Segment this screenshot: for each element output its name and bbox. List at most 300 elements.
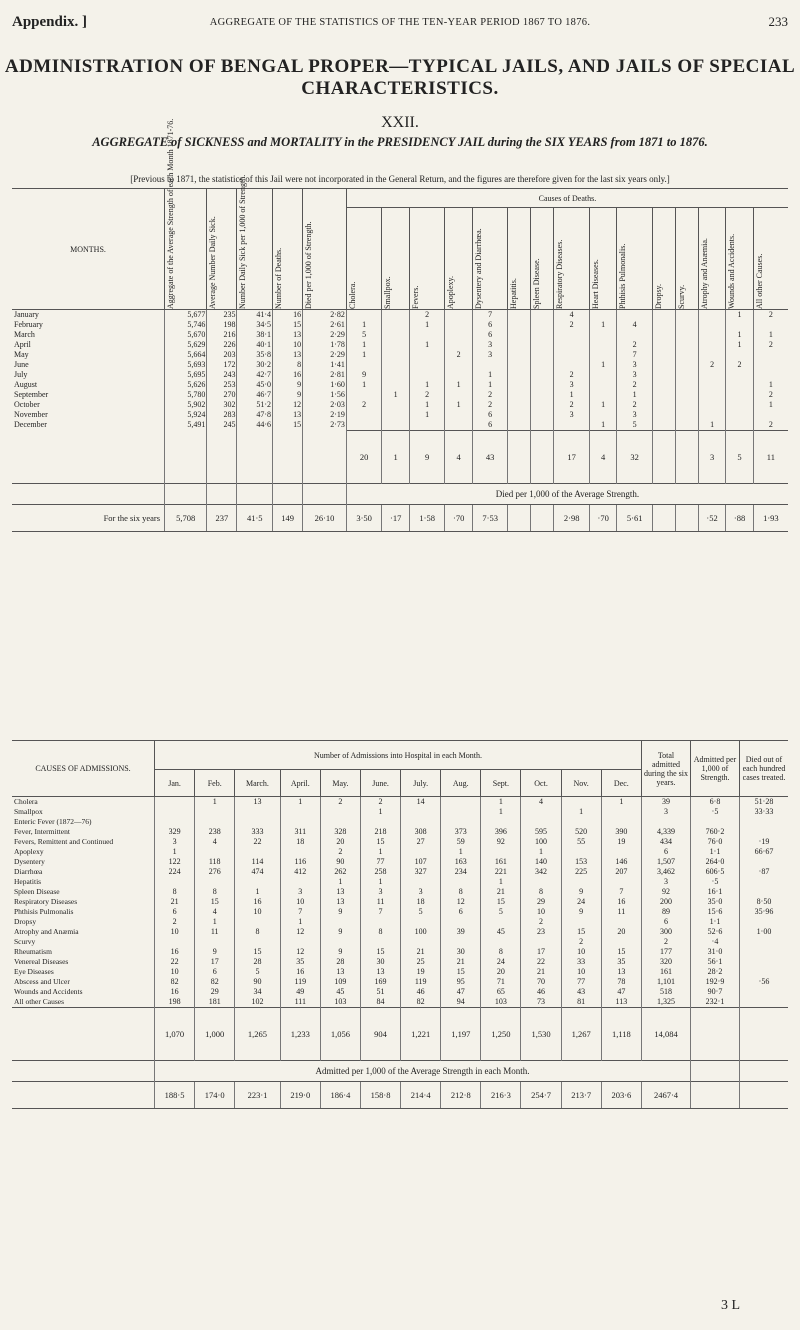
admission-value: 329 (155, 827, 195, 837)
page-title: ADMINISTRATION OF BENGAL PROPER—TYPICAL JAILS, AND JAILS OF SPECIAL CHARACTERISTICS. (4, 56, 796, 99)
month-value: 2·81 (303, 370, 347, 380)
admission-value (320, 937, 360, 947)
cause-count: 2 (554, 400, 590, 410)
month-header: Dec. (601, 770, 641, 797)
admission-value: 31·0 (691, 947, 740, 957)
causes-of-deaths-header: Causes of Deaths. (346, 189, 788, 208)
per-1000-value: 212·8 (441, 1082, 481, 1109)
admission-value: 56·1 (691, 957, 740, 967)
cause-count (409, 370, 445, 380)
cause-count (675, 330, 698, 340)
cause-count: 9 (346, 370, 382, 380)
admission-value: 1 (280, 797, 320, 808)
cause-count (652, 330, 675, 340)
cause-count (652, 410, 675, 420)
admission-value: 13 (320, 967, 360, 977)
admission-value (280, 877, 320, 887)
admission-value: 262 (320, 867, 360, 877)
cause-count: 2 (617, 380, 653, 390)
admission-value: 49 (280, 987, 320, 997)
cause-row (12, 827, 788, 837)
month-value: 42·7 (237, 370, 273, 380)
admission-value (740, 827, 789, 837)
admission-value: 15 (195, 897, 235, 907)
cause-count (652, 310, 675, 321)
cause-count (726, 420, 753, 431)
page-number: 233 (768, 14, 788, 29)
admission-value: 1 (195, 797, 235, 808)
cause-count (675, 380, 698, 390)
cause-count: 6 (472, 320, 508, 330)
per-1000-value: 213·7 (561, 1082, 601, 1109)
admission-value (360, 817, 400, 827)
cause-row (12, 797, 788, 808)
admission-value (521, 877, 561, 887)
cause-count (445, 340, 472, 350)
admission-value (401, 877, 441, 887)
admission-value: 30 (360, 957, 400, 967)
admission-value: 3 (642, 877, 691, 887)
admission-value: 21 (441, 957, 481, 967)
admission-value: 1 (280, 917, 320, 927)
month-value: 44·6 (237, 420, 273, 431)
cause-count (508, 340, 531, 350)
total-header: Total admitted during the six years. (642, 741, 691, 797)
cause-header: Apoplexy. (445, 208, 472, 310)
month-value: 5,677 (165, 310, 207, 321)
cause-count (382, 370, 409, 380)
cause-count (698, 310, 725, 321)
admission-value (280, 807, 320, 817)
admission-value: 6 (195, 967, 235, 977)
admission-value: 43 (561, 987, 601, 997)
cause-count: 3 (617, 410, 653, 420)
month-value: 38·1 (237, 330, 273, 340)
admission-value: 1,101 (642, 977, 691, 987)
cause-count: 7 (472, 310, 508, 321)
admission-value: 82 (401, 997, 441, 1008)
month-value: 34·5 (237, 320, 273, 330)
cause-count: 3 (617, 360, 653, 370)
cause-header: Fevers. (409, 208, 445, 310)
cause-count: 1 (726, 310, 753, 321)
admission-value (320, 807, 360, 817)
admission-value (401, 937, 441, 947)
cause-count (382, 320, 409, 330)
admission-value: 78 (601, 977, 641, 987)
admission-value: 1 (195, 917, 235, 927)
admission-value (360, 937, 400, 947)
admission-value: 1,507 (642, 857, 691, 867)
admission-value: 2 (360, 797, 400, 808)
admission-value: 9 (320, 907, 360, 917)
month-row (12, 310, 788, 321)
admission-value: 118 (195, 857, 235, 867)
admission-value (441, 817, 481, 827)
per-1000-value: 186·4 (320, 1082, 360, 1109)
admission-value: 73 (521, 997, 561, 1008)
admission-value: 200 (642, 897, 691, 907)
month-value: 12 (273, 400, 303, 410)
admission-value: 2 (320, 797, 360, 808)
admission-value (601, 917, 641, 927)
cause-count (508, 330, 531, 340)
cause-count (445, 310, 472, 321)
month-value: 243 (207, 370, 237, 380)
admission-value: 10 (561, 967, 601, 977)
admission-value (441, 807, 481, 817)
admission-value: 28·2 (691, 967, 740, 977)
month-value: 47·8 (237, 410, 273, 420)
cause-name: Apoplexy (14, 847, 44, 856)
month-value: 226 (207, 340, 237, 350)
admission-value (320, 917, 360, 927)
cause-row (12, 987, 788, 997)
admission-value: 8·50 (740, 897, 789, 907)
admissions-group-header: Number of Admissions into Hospital in each Month. (155, 741, 642, 770)
admission-value: 59 (441, 837, 481, 847)
admission-value (401, 807, 441, 817)
admission-value: 15 (360, 947, 400, 957)
cause-count (589, 350, 616, 360)
admission-value: 1 (155, 847, 195, 857)
cause-count (409, 350, 445, 360)
month-value: 216 (207, 330, 237, 340)
admission-value: 1 (481, 797, 521, 808)
six-years-cause-rate: 1·58 (409, 505, 445, 532)
admission-value: 258 (360, 867, 400, 877)
month-name: August (14, 380, 38, 389)
admission-value: 234 (441, 867, 481, 877)
admission-value (235, 877, 280, 887)
admission-value: 320 (642, 957, 691, 967)
cause-count: 6 (472, 410, 508, 420)
month-value: 5,695 (165, 370, 207, 380)
admission-value: 100 (521, 837, 561, 847)
admission-value: 13 (235, 797, 280, 808)
cause-count (675, 340, 698, 350)
six-years-value: 237 (207, 505, 237, 532)
cause-count (531, 390, 554, 400)
admission-value: 46 (521, 987, 561, 997)
cause-count (531, 330, 554, 340)
cause-name: Abscess and Ulcer (14, 977, 70, 986)
cause-header: Cholera. (346, 208, 382, 310)
cause-row (12, 837, 788, 847)
admission-value (155, 937, 195, 947)
admission-value: 161 (642, 967, 691, 977)
per-1000-value: 216·3 (481, 1082, 521, 1109)
month-value: 245 (207, 420, 237, 431)
per-1000-value: 158·8 (360, 1082, 400, 1109)
cause-count (617, 310, 653, 321)
cause-count: 4 (554, 310, 590, 321)
six-years-cause-rate: ·70 (445, 505, 472, 532)
cause-row (12, 817, 788, 827)
admission-value: 11 (195, 927, 235, 937)
cause-header: Dysentery and Diarrhœa. (472, 208, 508, 310)
cause-count: 2 (698, 360, 725, 370)
cause-count (346, 360, 382, 370)
cause-count (554, 420, 590, 431)
cause-count: 1 (698, 420, 725, 431)
cause-count (698, 410, 725, 420)
month-header: Feb. (195, 770, 235, 797)
admission-value: 17 (195, 957, 235, 967)
cause-count (589, 330, 616, 340)
admission-value: 1 (360, 847, 400, 857)
cause-count: 1 (409, 320, 445, 330)
month-value: 15 (273, 420, 303, 431)
cause-count: 1 (409, 410, 445, 420)
admission-value (601, 817, 641, 827)
month-name: November (14, 410, 48, 419)
cause-row (12, 907, 788, 917)
admission-value: 12 (280, 947, 320, 957)
cause-count: 1 (346, 340, 382, 350)
page-header (12, 14, 788, 38)
admission-value: 760·2 (691, 827, 740, 837)
cause-count (554, 360, 590, 370)
cause-count (698, 390, 725, 400)
admission-value: 3 (642, 807, 691, 817)
month-value: 270 (207, 390, 237, 400)
cause-count (508, 400, 531, 410)
cause-count (531, 340, 554, 350)
admission-value: 2 (642, 937, 691, 947)
admission-value: 52·6 (691, 927, 740, 937)
cause-total: 1 (382, 431, 409, 484)
cause-header: Smallpox. (382, 208, 409, 310)
month-value: 2·73 (303, 420, 347, 431)
admission-value: 6·8 (691, 797, 740, 808)
cause-count: 1 (753, 380, 788, 390)
month-value: 5,629 (165, 340, 207, 350)
cause-count (531, 420, 554, 431)
cause-name: Phthisis Pulmonalis (14, 907, 74, 916)
cause-count (726, 320, 753, 330)
month-value: 1·41 (303, 360, 347, 370)
admission-value: 8 (360, 927, 400, 937)
admission-value (360, 917, 400, 927)
cause-count (382, 420, 409, 431)
admission-value: 333 (235, 827, 280, 837)
month-row (12, 340, 788, 350)
cause-count: 1 (409, 400, 445, 410)
cause-count (382, 410, 409, 420)
cause-row (12, 887, 788, 897)
admission-value: ·56 (740, 977, 789, 987)
admission-value (740, 987, 789, 997)
month-row (12, 320, 788, 330)
per-1000-header: Admitted per 1,000 of Strength. (691, 741, 740, 797)
admission-value: ·87 (740, 867, 789, 877)
cause-count: 1 (617, 390, 653, 400)
cause-count (531, 410, 554, 420)
per-1000-value: 203·6 (601, 1082, 641, 1109)
admission-value: 95 (441, 977, 481, 987)
per-1000-value: 174·0 (195, 1082, 235, 1109)
cause-count (445, 360, 472, 370)
cause-count (409, 360, 445, 370)
admission-value: 1·1 (691, 917, 740, 927)
six-years-row (12, 505, 788, 532)
admission-value (235, 917, 280, 927)
cause-header: Atrophy and Anæmia. (698, 208, 725, 310)
cause-count: 1 (753, 400, 788, 410)
month-value: 1·56 (303, 390, 347, 400)
appendix-label: Appendix. ] (12, 14, 88, 30)
month-header: Jan. (155, 770, 195, 797)
cause-row (12, 897, 788, 907)
admission-total: 14,084 (642, 1008, 691, 1061)
cause-count (652, 390, 675, 400)
admission-value: 1 (235, 887, 280, 897)
admission-value: 606·5 (691, 867, 740, 877)
cause-count (531, 310, 554, 321)
strength-header: Aggregate of the Average Strength of each Month 1871-76. (165, 189, 207, 310)
cause-count (726, 350, 753, 360)
admission-value (642, 817, 691, 827)
admission-value: 7 (601, 887, 641, 897)
admission-value: 28 (235, 957, 280, 967)
admission-value (235, 937, 280, 947)
cause-count: 2 (554, 370, 590, 380)
cause-name: Eye Diseases (14, 967, 54, 976)
six-years-value: 149 (273, 505, 303, 532)
admission-value: 23 (521, 927, 561, 937)
month-value: 41·4 (237, 310, 273, 321)
cause-count: 3 (554, 380, 590, 390)
six-years-cause-rate: 3·50 (346, 505, 382, 532)
cause-count (675, 350, 698, 360)
month-name: March (14, 330, 35, 339)
cause-count: 1 (346, 320, 382, 330)
month-value: 13 (273, 330, 303, 340)
admission-value: 207 (601, 867, 641, 877)
admission-value (740, 817, 789, 827)
cause-count (531, 400, 554, 410)
month-row (12, 350, 788, 360)
admission-value: 35·0 (691, 897, 740, 907)
cause-total (675, 431, 698, 484)
month-row (12, 330, 788, 340)
cause-row (12, 957, 788, 967)
cause-count (675, 410, 698, 420)
admission-value: 595 (521, 827, 561, 837)
admission-value: 15 (441, 967, 481, 977)
admission-value: 1 (320, 877, 360, 887)
cause-count (382, 380, 409, 390)
six-years-cause-rate: 2·98 (554, 505, 590, 532)
cause-count (554, 330, 590, 340)
cause-count: 4 (617, 320, 653, 330)
admission-value: 102 (235, 997, 280, 1008)
month-value: 40·1 (237, 340, 273, 350)
admission-value (235, 847, 280, 857)
month-value: 13 (273, 350, 303, 360)
admission-value: 29 (195, 987, 235, 997)
admission-value (195, 847, 235, 857)
cause-count: 2 (346, 400, 382, 410)
admission-value: 153 (561, 857, 601, 867)
cause-count (382, 360, 409, 370)
month-name: January (14, 310, 39, 319)
cause-count: 1 (382, 390, 409, 400)
cause-count (445, 330, 472, 340)
admission-value: 520 (561, 827, 601, 837)
admission-value (401, 917, 441, 927)
cause-count (675, 360, 698, 370)
cause-count (652, 370, 675, 380)
admission-value: 11 (360, 897, 400, 907)
six-years-value: 26·10 (303, 505, 347, 532)
cause-count (753, 360, 788, 370)
admission-total: 1,267 (561, 1008, 601, 1061)
cause-count: 3 (554, 410, 590, 420)
month-value: 15 (273, 320, 303, 330)
admission-value: 24 (481, 957, 521, 967)
cause-count: 1 (589, 320, 616, 330)
month-value: 5,664 (165, 350, 207, 360)
month-value: 2·82 (303, 310, 347, 321)
month-header: April. (280, 770, 320, 797)
admission-value: 51·28 (740, 797, 789, 808)
admission-value: 7 (360, 907, 400, 917)
admission-value: 15 (235, 947, 280, 957)
admission-value: 342 (521, 867, 561, 877)
cause-count (726, 370, 753, 380)
cause-total: 5 (726, 431, 753, 484)
month-value: 5,670 (165, 330, 207, 340)
months-header: MONTHS. (12, 189, 165, 310)
admission-value (155, 797, 195, 808)
admission-value: 232·1 (691, 997, 740, 1008)
cause-count: 2 (753, 420, 788, 431)
admission-value: 116 (280, 857, 320, 867)
per-1000-value: 254·7 (521, 1082, 561, 1109)
admission-value: 1 (601, 797, 641, 808)
cause-total: 3 (698, 431, 725, 484)
cause-count (382, 350, 409, 360)
month-header: Aug. (441, 770, 481, 797)
admission-value: 396 (481, 827, 521, 837)
cause-count: 1 (753, 330, 788, 340)
admission-value: 15 (360, 837, 400, 847)
admission-value: 10 (155, 927, 195, 937)
cause-count (409, 330, 445, 340)
cause-count (698, 370, 725, 380)
cause-count (508, 360, 531, 370)
cause-count: 1 (346, 350, 382, 360)
month-value: 2·03 (303, 400, 347, 410)
admission-value: 15 (601, 947, 641, 957)
cause-name: Cholera (14, 797, 38, 806)
cause-name: Spleen Disease (14, 887, 60, 896)
admission-value: 6 (642, 847, 691, 857)
admission-value: 8 (235, 927, 280, 937)
admission-value (235, 817, 280, 827)
cause-count: 1 (472, 370, 508, 380)
six-years-cause-rate (531, 505, 554, 532)
month-value: 1·78 (303, 340, 347, 350)
admission-value: 1 (360, 807, 400, 817)
admission-value: 34 (235, 987, 280, 997)
cause-count: 2 (617, 340, 653, 350)
admission-value: 65 (481, 987, 521, 997)
table-subtitle: AGGREGATE of SICKNESS and MORTALITY in the PRESIDENCY JAIL during the SIX YEARS from 1871 to 1876. (92, 135, 708, 149)
admission-value (401, 817, 441, 827)
